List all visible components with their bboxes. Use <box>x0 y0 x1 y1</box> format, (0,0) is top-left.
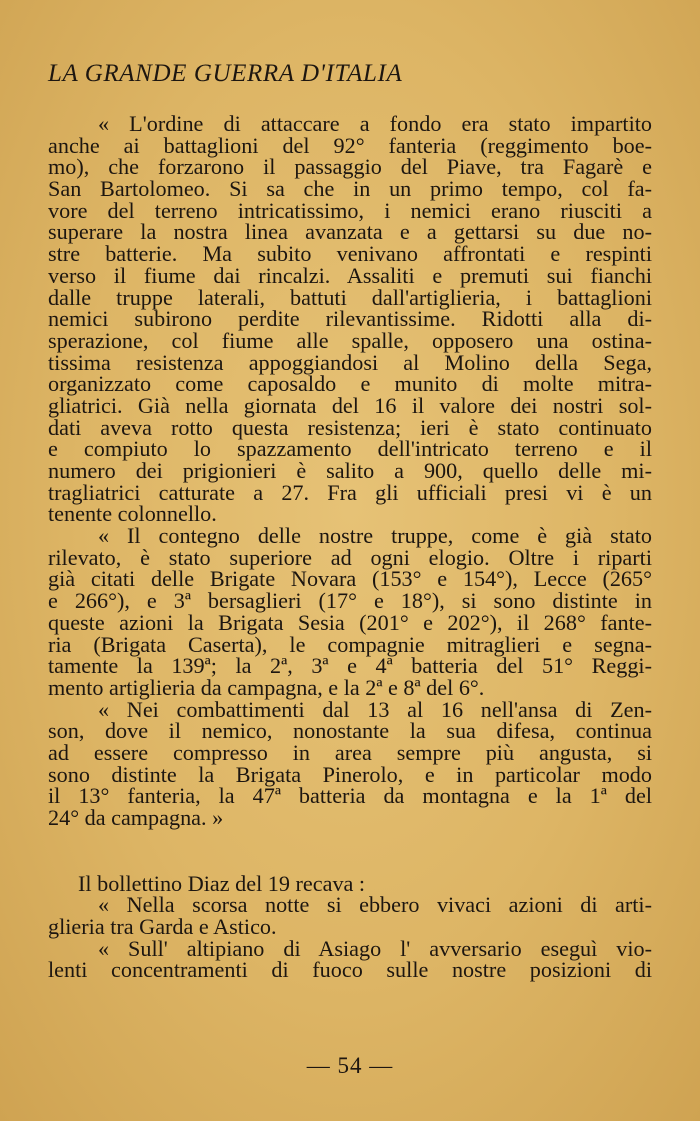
text-line: verso il fiume dai rincalzi. Assaliti e premuti sui fianchi <box>48 262 652 288</box>
body-text <box>48 113 652 981</box>
text-line: rilevato, è stato superiore ad ogni elogio. Oltre i riparti <box>48 544 652 570</box>
text-line: son, dove il nemico, nonostante la sua difesa, continua <box>48 718 652 744</box>
text-line: sperazione, col fiume alle spalle, opposero una ostina- <box>48 327 652 353</box>
text-line: vore del terreno intricatissimo, i nemici erano riusciti a <box>48 197 652 223</box>
text-line: tamente la 139ª; la 2ª, 3ª e 4ª batteria del 51° Reggi- <box>48 653 652 679</box>
text-line: numero dei prigionieri è salito a 900, quello delle mi- <box>48 458 652 483</box>
text-line: « L'ordine di attaccare a fondo era stato impartito <box>98 111 652 136</box>
text-line: superare la nostra linea avanzata e a gettarsi su due no- <box>48 219 652 245</box>
text-line: mo), che forzarono il passaggio del Piave, tra Fagarè e <box>48 154 652 180</box>
text-line: tenente colonnello. <box>48 501 217 527</box>
book-page <box>48 0 652 1121</box>
text-line: anche ai battaglioni del 92° fanteria (reggimento boe- <box>48 132 652 158</box>
text-line: queste azioni la Brigata Sesia (201° e 202°), il 268° fante- <box>48 609 652 635</box>
running-head: LA GRANDE GUERRA D'ITALIA <box>48 60 403 87</box>
text-line: Il bollettino Diaz del 19 recava : <box>78 870 366 896</box>
text-line: 24° da campagna. » <box>48 805 224 830</box>
text-line: e compiuto lo spazzamento dell'intricato terreno e il <box>48 436 652 462</box>
text-line: « Il contegno delle nostre truppe, come è già stato <box>98 523 652 549</box>
text-line: lenti concentramenti di fuoco sulle nostre posizioni di <box>48 957 652 983</box>
text-line: « Nei combattimenti dal 13 al 16 nell'ansa di Zen- <box>98 696 652 722</box>
text-line: sono distinte la Brigata Pinerolo, e in particolar modo <box>48 761 652 787</box>
text-line: mento artiglieria da campagna, e la 2ª e 8ª del 6°. <box>48 674 485 700</box>
text-line: il 13° fanteria, la 47ª batteria da montagna e la 1ª del <box>48 783 652 809</box>
text-line: tragliatrici catturate a 27. Fra gli ufficiali presi vi è un <box>48 479 652 505</box>
text-line: ria (Brigata Caserta), le compagnie mitraglieri e segna- <box>48 631 652 657</box>
text-line: ad essere compresso in area sempre più angusta, si <box>48 739 652 765</box>
paragraph-gap <box>48 829 652 873</box>
text-line: nemici subirono perdite rilevantissime. Ridotti alla di- <box>48 306 652 332</box>
text-line: « Sull' altipiano di Asiago l' avversario eseguì vio- <box>98 935 652 961</box>
text-line: stre batterie. Ma subito venivano affrontati e respinti <box>48 241 652 267</box>
text-line: « Nella scorsa notte si ebbero vivaci azioni di arti- <box>98 892 652 918</box>
page-number: — 54 — <box>306 1053 394 1078</box>
text-line: dalle truppe laterali, battuti dall'artiglieria, i battaglioni <box>48 284 652 310</box>
text-line: gliatrici. Già nella giornata del 16 il valore dei nostri sol- <box>48 392 652 418</box>
text-line: glieria tra Garda e Astico. <box>48 914 277 940</box>
text-line: organizzato come caposaldo e munito di molte mitra- <box>48 371 652 397</box>
text-line: San Bartolomeo. Si sa che in un primo tempo, col fa- <box>48 176 652 202</box>
text-line: tissima resistenza appoggiandosi al Molino della Sega, <box>48 349 652 375</box>
text-line: e 266°), e 3ª bersaglieri (17° e 18°), si sono distinte in <box>48 588 652 614</box>
text-line: già citati delle Brigate Novara (153° e 154°), Lecce (265° <box>48 566 652 592</box>
text-line: dati aveva rotto questa resistenza; ieri è stato continuato <box>48 414 652 440</box>
